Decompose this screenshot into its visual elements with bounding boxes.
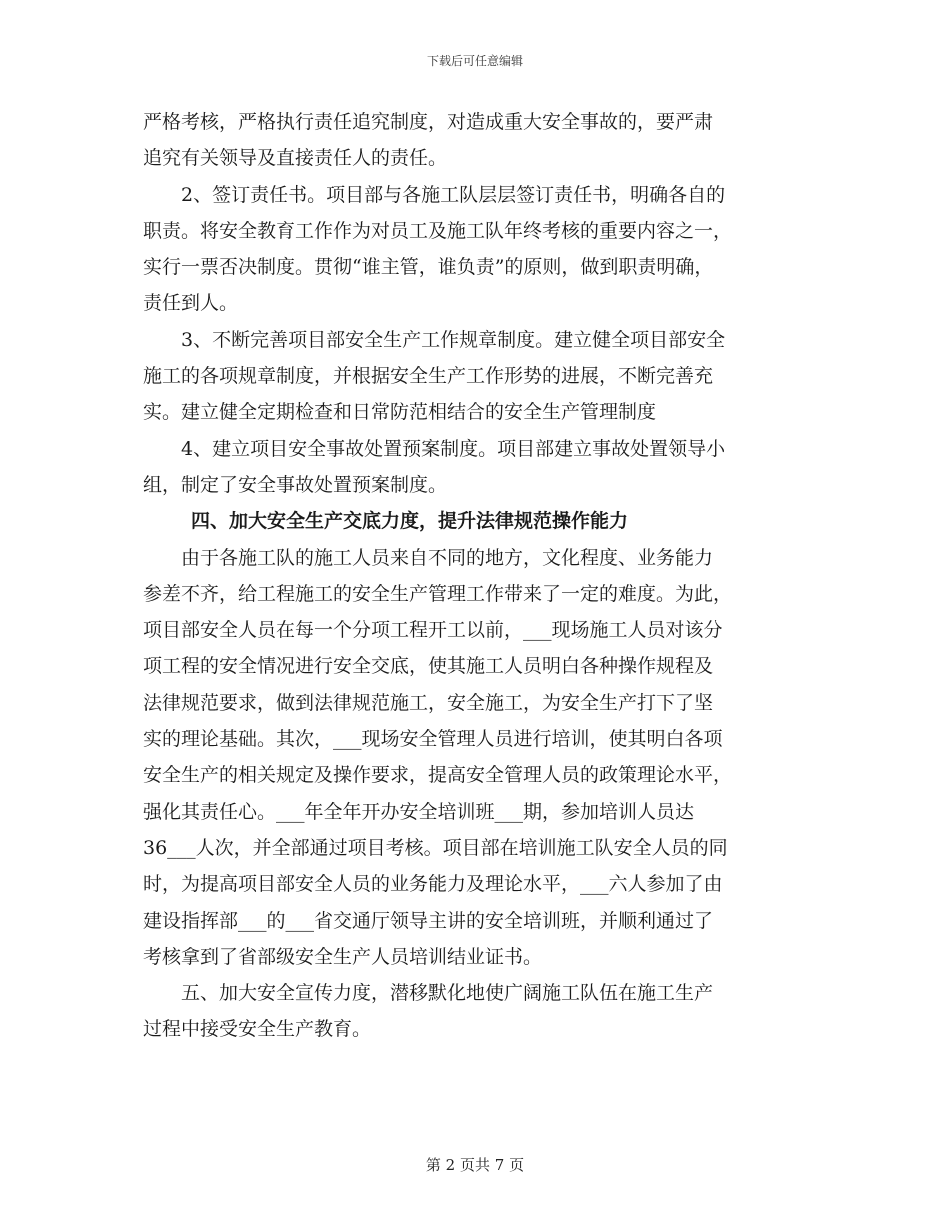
- body-line: 组，制定了安全事故处置预案制度。: [143, 473, 448, 496]
- document-body: [143, 104, 807, 1048]
- page-number: 第 2 页共 7 页: [425, 1156, 525, 1174]
- body-line: 参差不齐，给工程施工的安全生产管理工作带来了一定的难度。为此，: [143, 582, 733, 605]
- body-line: 法律规范要求，做到法律规范施工，安全施工，为安全生产打下了坚: [143, 691, 714, 714]
- body-line: 建设指挥部___的___省交通厅领导主讲的安全培训班，并顺利通过了: [143, 909, 714, 932]
- body-line: 4、建立项目安全事故处置预案制度。项目部建立事故处置领导小: [143, 437, 726, 460]
- body-line: 由于各施工队的施工人员来自不同的地方，文化程度、业务能力: [143, 546, 714, 569]
- body-line: 施工的各项规章制度，并根据安全生产工作形势的进展，不断完善充: [143, 365, 714, 388]
- body-line: 实的理论基础。其次，___现场安全管理人员进行培训，使其明白各项: [143, 728, 723, 751]
- body-line: 实。建立健全定期检查和日常防范相结合的安全生产管理制度: [143, 401, 657, 424]
- body-line: 时，为提高项目部安全人员的业务能力及理论水平，___六人参加了由: [143, 873, 723, 896]
- body-line: 2、签订责任书。项目部与各施工队层层签订责任书，明确各自的: [143, 183, 726, 206]
- body-line: 五、加大安全宣传力度，潜移默化地使广阔施工队伍在施工生产: [143, 982, 714, 1005]
- body-line: 项目部安全人员在每一个分项工程开工以前，___现场施工人员对该分: [143, 619, 723, 642]
- body-line: 过程中接受安全生产教育。: [143, 1018, 372, 1041]
- body-line: 追究有关领导及直接责任人的责任。: [143, 147, 448, 170]
- body-line: 强化其责任心。___年全年开办安全培训班___期，参加培训人员达: [143, 800, 695, 823]
- body-line: 36___人次，并全部通过项目考核。项目部在培训施工队安全人员的同: [143, 836, 728, 859]
- body-line: 严格考核，严格执行责任追究制度，对造成重大安全事故的，要严肃: [143, 111, 714, 133]
- body-line: 3、不断完善项目部安全生产工作规章制度。建立健全项目部安全: [143, 328, 726, 351]
- body-line: 安全生产的相关规定及操作要求，提高安全管理人员的政策理论水平，: [143, 764, 733, 787]
- body-line: 责任到人。: [143, 292, 239, 315]
- body-line: 实行一票否决制度。贯彻“谁主管，谁负责”的原则，做到职责明确，: [143, 256, 714, 279]
- body-line: 考核拿到了省部级安全生产人员培训结业证书。: [143, 945, 543, 968]
- body-line: 项工程的安全情况进行安全交底，使其施工人员明白各种操作规程及: [143, 655, 714, 678]
- body-line: 职责。将安全教育工作作为对员工及施工队年终考核的重要内容之一，: [143, 219, 733, 242]
- page-header: 下载后可任意编辑: [426, 54, 523, 68]
- section-heading: 四、加大安全生产交底力度，提升法律规范操作能力: [191, 510, 629, 533]
